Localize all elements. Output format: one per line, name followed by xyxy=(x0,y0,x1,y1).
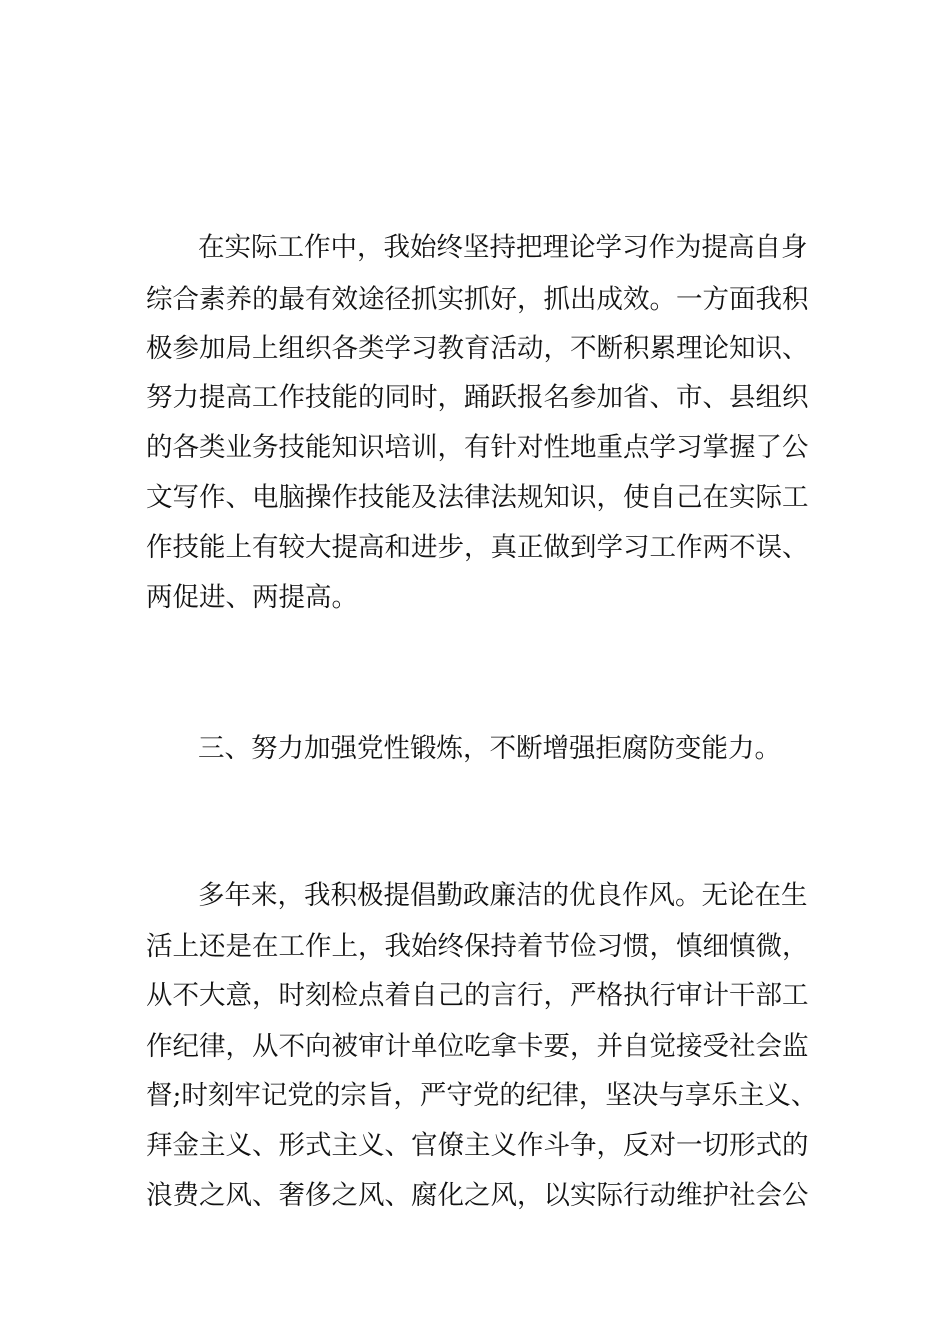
paragraph-1-line-4: 努力提高工作技能的同时，踊跃报名参加省、市、县组织 xyxy=(146,382,809,413)
paragraph-2-line-1: 多年来，我积极提倡勤政廉洁的优良作风。无论在生 xyxy=(198,880,808,911)
paragraph-2-line-7: 浪费之风、奢侈之风、腐化之风，以实际行动维护社会公 xyxy=(146,1180,809,1211)
paragraph-2-line-6: 拜金主义、形式主义、官僚主义作斗争，反对一切形式的 xyxy=(146,1130,809,1161)
paragraph-2-line-5: 督;时刻牢记党的宗旨，严守党的纪律，坚决与享乐主义、 xyxy=(146,1080,818,1111)
paragraph-1-line-2: 综合素养的最有效途径抓实抓好，抓出成效。一方面我积 xyxy=(146,284,809,315)
paragraph-2-line-2: 活上还是在工作上，我始终保持着节俭习惯，慎细慎微， xyxy=(146,931,809,962)
paragraph-1-line-5: 的各类业务技能知识培训，有针对性地重点学习掌握了公 xyxy=(146,432,809,463)
paragraph-2-line-4: 作纪律，从不向被审计单位吃拿卡要，并自觉接受社会监 xyxy=(146,1031,809,1062)
paragraph-1-line-7: 作技能上有较大提高和进步，真正做到学习工作两不误、 xyxy=(146,532,809,563)
paragraph-1-line-6: 文写作、电脑操作技能及法律法规知识，使自己在实际工 xyxy=(146,482,809,513)
paragraph-1-line-1: 在实际工作中，我始终坚持把理论学习作为提高自身 xyxy=(198,232,808,263)
paragraph-1-line-3: 极参加局上组织各类学习教育活动，不断积累理论知识、 xyxy=(146,333,809,364)
paragraph-2-line-3: 从不大意，时刻检点着自己的言行，严格执行审计干部工 xyxy=(146,980,809,1011)
section-heading: 三、努力加强党性锻炼，不断增强拒腐防变能力。 xyxy=(198,733,781,764)
paragraph-1-line-8: 两促进、两提高。 xyxy=(146,582,358,613)
